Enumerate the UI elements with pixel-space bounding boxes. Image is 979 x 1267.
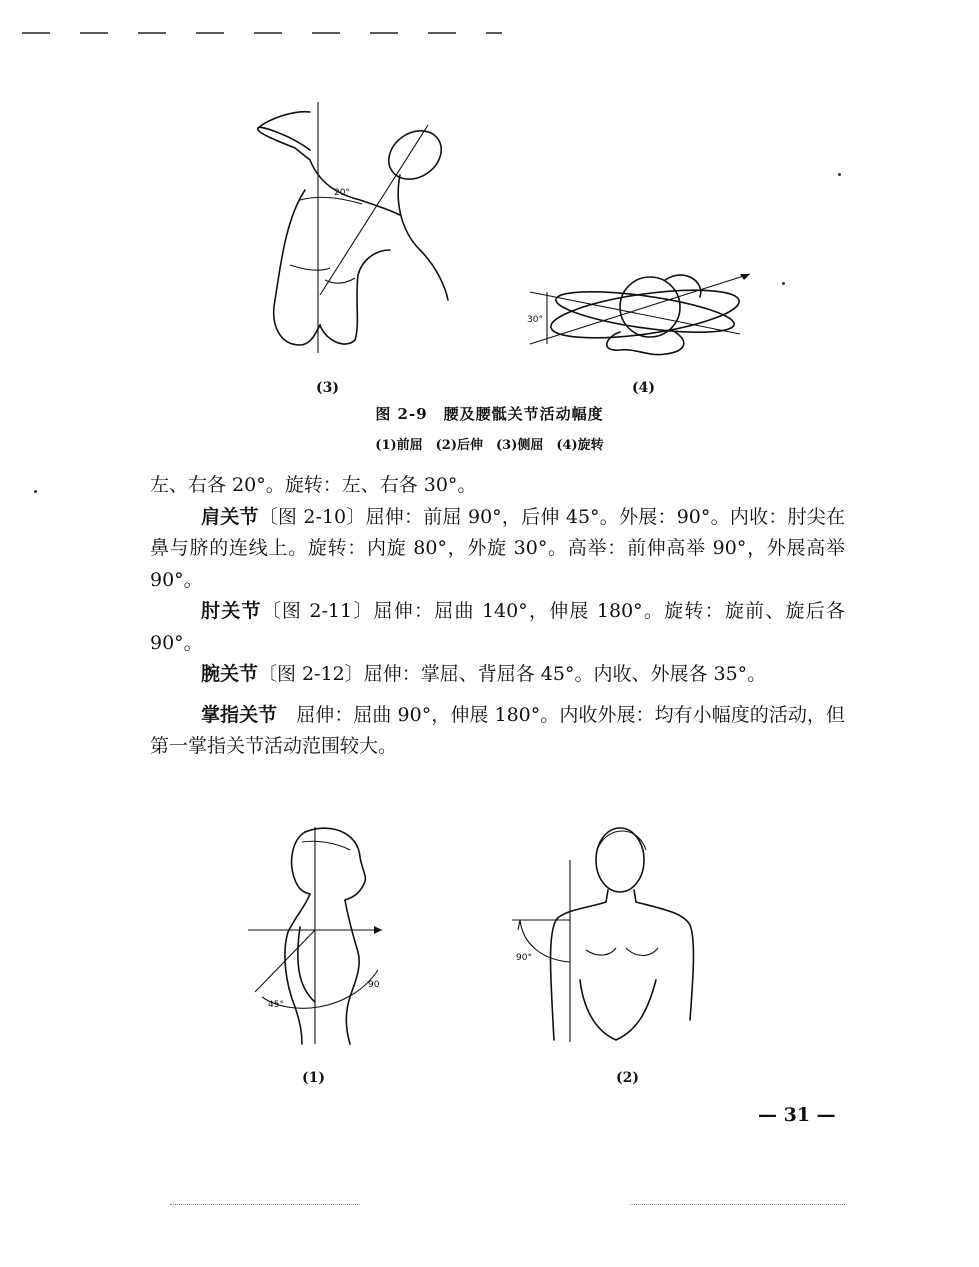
paragraph-wrist — [150, 659, 845, 691]
paragraph-shoulder — [150, 502, 845, 597]
keyword-wrist: 腕关节 — [201, 663, 259, 685]
keyword-mcp: 掌指关节 — [201, 703, 278, 726]
elbow-text: 〔图 2-11〕屈伸：屈曲 140°，伸展 180°。旋转：旋前、旋后各 90°。 — [150, 600, 845, 654]
top-dashed-rule — [22, 31, 502, 35]
angle-label-30: 30° — [527, 315, 543, 325]
wrist-text: 〔图 2-12〕屈伸：掌屈、背屈各 45°。内收、外展各 35°。 — [258, 663, 767, 685]
paragraph-mcp — [150, 700, 845, 763]
scan-speck — [838, 173, 841, 176]
scan-noise-line — [170, 1204, 360, 1206]
figure-shoulder-side — [240, 822, 390, 1047]
angle-label-45: 45° — [268, 1000, 284, 1010]
angle-label-90-abduct: 90° — [516, 953, 532, 963]
shoulder-text: 〔图 2-10〕屈伸：前屈 90°，后伸 45°。外展：90°。内收：肘尖在鼻与脐的连线上。旋转：内旋 80°，外旋 30°。高举：前伸高举 90°，外展高举 90°。 — [150, 505, 845, 591]
mcp-text: 屈伸：屈曲 90°，伸展 180°。内收外展：均有小幅度的活动，但第一掌指关节活动范围较大。 — [150, 703, 845, 757]
keyword-elbow: 肘关节 — [201, 600, 262, 622]
scan-speck — [34, 490, 37, 493]
paragraph-elbow — [150, 596, 845, 659]
scan-noise-line — [630, 1204, 845, 1206]
figure-shoulder-front — [498, 820, 708, 1045]
angle-label-90-front: 90 — [368, 980, 380, 990]
angle-label-20: 20° — [334, 188, 350, 198]
figure-rotation — [525, 262, 760, 362]
body-text — [150, 470, 845, 763]
figure-caption-subtitle: (1)前屈 (2)后伸 (3)侧屈 (4)旋转 — [375, 438, 604, 453]
panel-label-3: (3) — [316, 380, 339, 396]
panel-label-4: (4) — [632, 380, 655, 396]
figure-lateral-bending — [250, 100, 460, 355]
panel-label-2: (2) — [616, 1070, 639, 1086]
panel-label-1: (1) — [302, 1070, 325, 1086]
scan-speck — [782, 282, 785, 285]
figure-caption-title: 图 2-9 腰及腰骶关节活动幅度 — [375, 405, 604, 423]
keyword-shoulder: 肩关节 — [201, 505, 259, 528]
paragraph-continued: 左、右各 20°。旋转：左、右各 30°。 — [150, 474, 477, 496]
page-number: — 31 — — [758, 1104, 836, 1126]
